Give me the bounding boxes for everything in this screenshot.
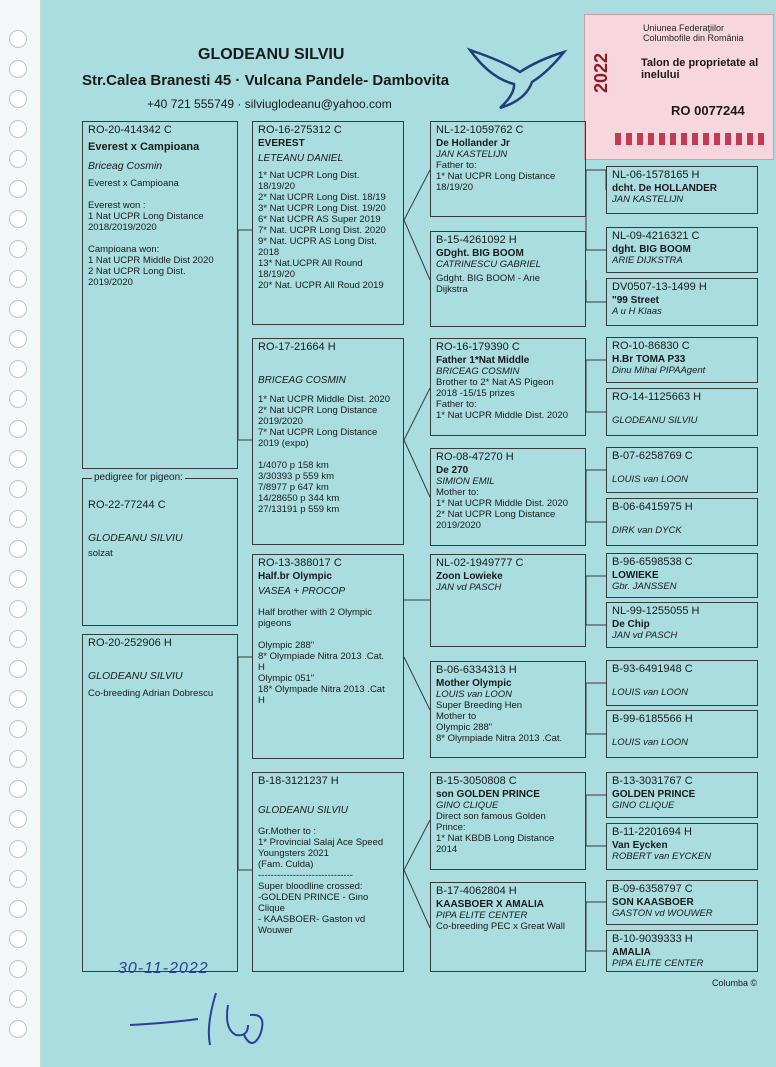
gen4-name: dght. BIG BOOM bbox=[612, 244, 691, 255]
handwritten-signature-icon bbox=[128, 985, 278, 1055]
gen4-ring: DV0507-13-1499 H bbox=[612, 281, 707, 293]
gen4-ring: B-11-2201694 H bbox=[612, 826, 692, 838]
gen4-ring: NL-99-1255055 H bbox=[612, 605, 700, 617]
gen3-ring: B-17-4062804 H bbox=[436, 885, 517, 897]
signature-date: 30-11-2022 bbox=[118, 960, 209, 977]
gen3-name: Zoon Lowieke bbox=[436, 571, 503, 582]
pedigree-label: pedigree for pigeon: bbox=[94, 472, 183, 483]
gen4-owner: DIRK van DYCK bbox=[612, 525, 682, 536]
gen4-ring: RO-10-86830 C bbox=[612, 340, 690, 352]
gen4-owner: GLODEANU SILVIU bbox=[612, 415, 698, 426]
gen4-owner: PIPA ELITE CENTER bbox=[612, 958, 704, 969]
gen4-ring: B-99-6185566 H bbox=[612, 713, 693, 725]
gen3-owner: JAN vd PASCH bbox=[436, 582, 502, 593]
gen3-text: Mother to: 1* Nat UCPR Middle Dist. 2020 2* Nat UCPR Long Distance 2019/2020 bbox=[436, 487, 568, 531]
gen3-name: son GOLDEN PRINCE bbox=[436, 789, 540, 800]
gen4-name: dcht. De HOLLANDER bbox=[612, 183, 717, 194]
gen2-text: 1* Nat UCPR Long Dist. 18/19/20 2* Nat UCPR Long Dist. 18/19 3* Nat UCPR Long Dist. 19/20 6* Nat UCPR AS Super 2019 7* Nat. UCPR Long Dist. 2020 9* Nat. UCPR AS Long Dist. 2018 13* Nat.UCPR All Round 18/19/20 20* Nat. UCPR All Roud 2019 bbox=[258, 170, 386, 291]
gen4-ring: B-93-6491948 C bbox=[612, 663, 693, 675]
sire-owner: Briceag Cosmin bbox=[88, 160, 163, 172]
dam-owner: GLODEANU SILVIU bbox=[88, 670, 183, 682]
gen4-owner: LOUIS van LOON bbox=[612, 737, 689, 748]
gen2-text: Gr.Mother to : 1* Provincial Salaj Ace Speed Youngsters 2021 (Fam. Culda) ------------------------------ Super bloodline crossed: -GOLDEN PRINCE - Gino Clique - KAASBOER- Gaston vd Wouwer bbox=[258, 826, 384, 936]
gen4-name: De Chip bbox=[612, 619, 650, 630]
gen4-ring: B-09-6358797 C bbox=[612, 883, 693, 895]
sire-text: Everest x Campioana Everest won : 1 Nat UCPR Long Distance 2018/2019/2020 Campioana won: 1 Nat UCPR Middle Dist 2020 2 Nat UCPR Long Dist. 2019/2020 bbox=[88, 178, 214, 288]
gen3-owner: LOUIS van LOON bbox=[436, 689, 513, 700]
gen2-owner: LETEANU DANIEL bbox=[258, 153, 344, 164]
gen3-name: GDght. BIG BOOM bbox=[436, 248, 524, 259]
gen3-owner: BRICEAG COSMIN bbox=[436, 366, 520, 377]
gen2-name: Half.br Olympic bbox=[258, 571, 332, 582]
gen4-owner: A u H Klaas bbox=[612, 306, 662, 317]
gen3-text: Direct son famous Golden Prince: 1* Nat KBDB Long Distance 2014 bbox=[436, 811, 555, 855]
gen3-name: De Hollander Jr bbox=[436, 138, 510, 149]
breeder-name: GLODEANU SILVIU bbox=[198, 46, 345, 63]
gen4-owner: GASTON vd WOUWER bbox=[612, 908, 713, 919]
stamp-ring: RO 0077244 bbox=[671, 103, 745, 118]
gen3-ring: RO-16-179390 C bbox=[436, 341, 520, 353]
gen3-ring: NL-02-1949777 C bbox=[436, 557, 524, 569]
gen3-text: Gdght. BIG BOOM - Arie Dijkstra bbox=[436, 273, 541, 295]
gen3-ring: B-06-6334313 H bbox=[436, 664, 517, 676]
gen3-name: Father 1*Nat Middle bbox=[436, 355, 530, 366]
gen4-owner: Dinu Mihai PIPAAgent bbox=[612, 365, 706, 376]
sire-ring: RO-20-414342 C bbox=[88, 124, 172, 136]
gen3-text: Co-breeding PEC x Great Wall bbox=[436, 921, 566, 932]
gen3-text: Father to: 1* Nat UCPR Long Distance 18/19/20 bbox=[436, 160, 556, 193]
gen2-text: Half brother with 2 Olympic pigeons Olympic 288" 8* Olympiade Nitra 2013 .Cat. H Olympic 051" 18* Olympade Nitra 2013 .Cat H bbox=[258, 607, 385, 706]
stamp-title: Talon de proprietate al inelului bbox=[641, 57, 759, 81]
gen2-owner: BRICEAG COSMIN bbox=[258, 375, 346, 386]
gen4-ring: B-10-9039333 H bbox=[612, 933, 693, 945]
sire-name: Everest x Campioana bbox=[88, 141, 200, 153]
stamp-org: Uniunea Federaţiilor Columbofile din România bbox=[643, 23, 744, 43]
gen4-owner: JAN KASTELIJN bbox=[612, 194, 684, 205]
gen4-ring: RO-14-1125663 H bbox=[612, 391, 702, 403]
gen3-owner: CATRINESCU GABRIEL bbox=[436, 259, 541, 270]
gen4-name: LOWIEKE bbox=[612, 570, 659, 581]
gen4-owner: JAN vd PASCH bbox=[612, 630, 678, 641]
gen4-owner: LOUIS van LOON bbox=[612, 687, 689, 698]
gen3-owner: SIMION EMIL bbox=[436, 476, 495, 487]
gen4-ring: B-06-6415975 H bbox=[612, 501, 693, 513]
gen4-ring: NL-09-4216321 C bbox=[612, 230, 700, 242]
gen4-ring: NL-06-1578165 H bbox=[612, 169, 700, 181]
gen2-owner: VASEA + PROCOP bbox=[258, 586, 346, 597]
gen4-owner: ROBERT van EYCKEN bbox=[612, 851, 712, 862]
gen3-ring: B-15-3050808 C bbox=[436, 775, 517, 787]
gen2-text: 1* Nat UCPR Middle Dist. 2020 2* Nat UCPR Long Distance 2019/2020 7* Nat UCPR Long Distance 2019 (expo) 1/4070 p 158 km 3/30393 p 559 km 7/8977 p 647 km 14/28650 p 344 km 27/13191 p 559 km bbox=[258, 394, 390, 515]
gen2-ring: RO-17-21664 H bbox=[258, 341, 336, 353]
gen4-name: GOLDEN PRINCE bbox=[612, 789, 696, 800]
gen4-name: H.Br TOMA P33 bbox=[612, 354, 686, 365]
gen2-ring: B-18-3121237 H bbox=[258, 775, 339, 787]
gen3-ring: RO-08-47270 H bbox=[436, 451, 514, 463]
gen3-owner: JAN KASTELIJN bbox=[436, 149, 508, 160]
gen4-ring: B-07-6258769 C bbox=[612, 450, 693, 462]
gen3-owner: PIPA ELITE CENTER bbox=[436, 910, 528, 921]
gen3-name: KAASBOER X AMALIA bbox=[436, 899, 544, 910]
dam-text: Co-breeding Adrian Dobrescu bbox=[88, 688, 214, 699]
gen2-ring: RO-16-275312 C bbox=[258, 124, 342, 136]
gen4-owner: ARIE DIJKSTRA bbox=[612, 255, 683, 266]
subject-ring: RO-22-77244 C bbox=[88, 499, 166, 511]
brand-mark: Columba © bbox=[712, 978, 758, 988]
gen2-name: EVEREST bbox=[258, 138, 305, 149]
gen3-text: Brother to 2* Nat AS Pigeon 2018 -15/15 prizes Father to: 1* Nat UCPR Middle Dist. 2020 bbox=[436, 377, 568, 421]
breeder-address: Str.Calea Branesti 45 · Vulcana Pandele- Dambovita bbox=[82, 72, 450, 89]
gen4-ring: B-13-3031767 C bbox=[612, 775, 693, 787]
gen4-name: "99 Street bbox=[612, 295, 659, 306]
gen4-name: Van Eycken bbox=[612, 840, 668, 851]
subject-note: solzat bbox=[88, 548, 113, 559]
subject-owner: GLODEANU SILVIU bbox=[88, 532, 183, 544]
gen3-owner: GINO CLIQUE bbox=[436, 800, 499, 811]
gen2-ring: RO-13-388017 C bbox=[258, 557, 342, 569]
gen2-owner: GLODEANU SILVIU bbox=[258, 805, 349, 816]
gen4-owner: Gbr. JANSSEN bbox=[612, 581, 677, 592]
gen4-name: AMALIA bbox=[612, 947, 651, 958]
gen3-ring: B-15-4261092 H bbox=[436, 234, 517, 246]
gen3-name: De 270 bbox=[436, 465, 469, 476]
gen4-name: SON KAASBOER bbox=[612, 897, 694, 908]
stamp-year: 2022 bbox=[591, 52, 611, 93]
gen3-text: Super Breeding Hen Mother to Olympic 288" 8* Olympiade Nitra 2013 .Cat. bbox=[436, 700, 563, 744]
gen4-ring: B-96-6598538 C bbox=[612, 556, 693, 568]
gen3-name: Mother Olympic bbox=[436, 678, 512, 689]
gen3-ring: NL-12-1059762 C bbox=[436, 124, 524, 136]
gen4-owner: LOUIS van LOON bbox=[612, 474, 689, 485]
breeder-contact: +40 721 555749 · silviuglodeanu@yahoo.com bbox=[147, 97, 392, 111]
gen4-owner: GINO CLIQUE bbox=[612, 800, 675, 811]
dam-ring: RO-20-252906 H bbox=[88, 637, 172, 649]
